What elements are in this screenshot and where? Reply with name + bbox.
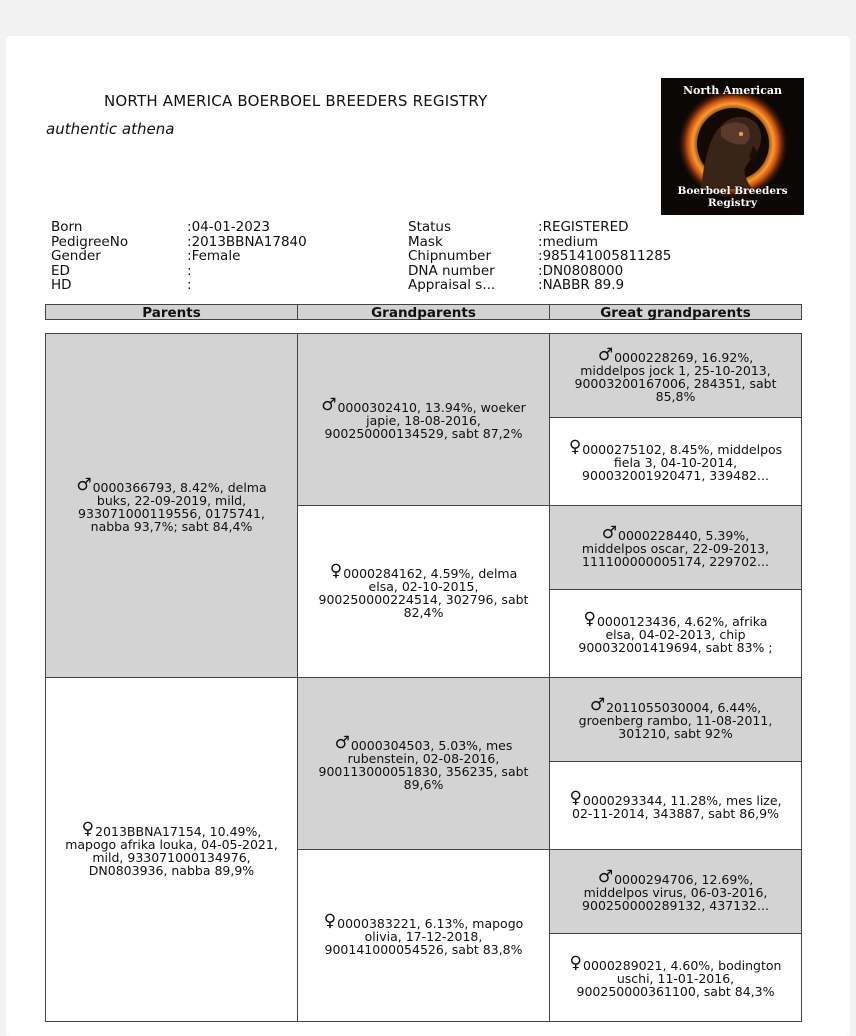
male-icon: ♂ — [76, 474, 92, 495]
info-label: Status — [408, 219, 452, 235]
info-right — [408, 220, 671, 293]
male-icon: ♂ — [334, 732, 350, 753]
info-mask — [408, 235, 671, 250]
info-label: Mask — [408, 233, 443, 250]
male-icon: ♂ — [589, 695, 606, 715]
great-grandparent-cell — [549, 677, 802, 762]
female-icon: ♀ — [583, 609, 596, 629]
great-grandparent-cell — [549, 417, 802, 506]
info-value: NABBR 89.9 — [542, 277, 625, 293]
logo-top-text: North American — [682, 84, 783, 97]
parent-text: 0000366793, 8.42%, delma buks, 22-09-2019, mild, 933071000119556, 0175741, nabba 93,7%; sabt 84,4% — [78, 479, 267, 534]
female-icon: ♀ — [329, 560, 343, 581]
info-dna-number — [408, 264, 671, 279]
great-grandparent-cell — [549, 333, 802, 418]
parent-cell-sire — [45, 333, 298, 678]
info-label: PedigreeNo — [51, 233, 129, 250]
info-label: Chipnumber — [408, 248, 491, 264]
info-sep: : — [538, 248, 543, 264]
great-grandparent-text: 0000228269, 16.92%, middelpos jock 1, 25-10-2013, 90003200167006, 284351, sabt 85,8% — [574, 349, 777, 404]
grandparent-cell — [297, 333, 550, 506]
info-sep: : — [187, 233, 192, 250]
great-grandparent-cell — [549, 849, 802, 934]
info-value: Female — [191, 248, 241, 264]
info-label: ED — [51, 262, 70, 279]
info-chipnumber — [408, 249, 671, 264]
dog-name: authentic athena — [46, 120, 175, 138]
great-grandparent-cell — [549, 933, 802, 1022]
info-sep: : — [187, 277, 192, 293]
grandparent-cell — [297, 677, 550, 850]
great-grandparent-text: 0000289021, 4.60%, bodington uschi, 11-01-2016, 900250000361100, sabt 84,3% — [576, 958, 782, 999]
male-icon: ♂ — [597, 344, 614, 365]
great-grandparent-text: 0000275102, 8.45%, middelpos fiela 3, 04-10-2014, 900032001920471, 339482... — [582, 442, 783, 483]
info-sep: : — [187, 262, 192, 279]
grandparent-text: 0000302410, 13.94%, woeker japie, 18-08-2016, 900250000134529, sabt 87,2% — [324, 400, 526, 441]
great-grandparent-text: 0000123436, 4.62%, afrika elsa, 04-02-2013, chip 900032001419694, sabt 83% ; — [578, 614, 773, 655]
info-sep: : — [538, 233, 543, 250]
info-left — [51, 220, 307, 293]
info-sep: : — [187, 219, 192, 235]
great-grandparent-text: 0000294706, 12.69%, middelpos virus, 06-03-2016, 900250000289132, 437132... — [582, 872, 769, 913]
registry-title: NORTH AMERICA BOERBOEL BREEDERS REGISTRY — [104, 92, 488, 110]
info-gender — [51, 249, 307, 264]
female-icon: ♀ — [569, 787, 582, 808]
great-grandparent-cell — [549, 505, 802, 590]
info-label: HD — [51, 277, 72, 293]
info-label: Born — [51, 219, 83, 235]
female-icon: ♀ — [568, 437, 582, 457]
header-parents: Parents — [45, 304, 298, 320]
info-sep: : — [538, 262, 543, 279]
grandparent-text: 0000383221, 6.13%, mapogo olivia, 17-12-2018, 900141000054526, sabt 83,8% — [324, 916, 524, 957]
great-grandparent-cell — [549, 761, 802, 850]
male-icon: ♂ — [321, 395, 337, 415]
parent-cell-dam — [45, 677, 298, 1022]
parent-text: 2013BBNA17154, 10.49%, mapogo afrika louka, 04-05-2021, mild, 933071000134976, DN0803936, nabba 89,9% — [65, 823, 278, 878]
grandparent-cell — [297, 849, 550, 1022]
info-pedigree-no — [51, 235, 307, 250]
info-value: medium — [542, 233, 599, 250]
info-value: REGISTERED — [542, 219, 629, 235]
info-hd — [51, 278, 307, 293]
female-icon: ♀ — [569, 953, 582, 973]
grandparent-text: 0000304503, 5.03%, mes rubenstein, 02-08-2016, 900113000051830, 356235, sabt 89,6% — [318, 737, 529, 792]
grandparent-text: 0000284162, 4.59%, delma elsa, 02-10-2015, 900250000224514, 302796, sabt 82,4% — [318, 565, 529, 620]
info-born — [51, 220, 307, 235]
info-value: 2013BBNA17840 — [191, 233, 307, 250]
info-status — [408, 220, 671, 235]
info-value: DN0808000 — [542, 262, 624, 279]
female-icon: ♀ — [81, 818, 95, 839]
header-grandparents: Grandparents — [297, 304, 550, 320]
info-value: 04-01-2023 — [191, 219, 271, 235]
great-grandparent-text: 0000293344, 11.28%, mes lize, 02-11-2014, 343887, sabt 86,9% — [572, 792, 782, 821]
info-appraisal — [408, 278, 671, 293]
great-grandparent-text: 2011055030004, 6.44%, groenberg rambo, 11-08-2011, 301210, sabt 92% — [578, 700, 773, 741]
info-label: Appraisal s... — [408, 277, 496, 293]
info-sep: : — [538, 277, 543, 293]
logo-bottom-text: Boerboel Breeders Registry — [677, 185, 788, 209]
female-icon: ♀ — [323, 911, 337, 931]
great-grandparent-cell — [549, 589, 802, 678]
great-grandparent-text: 0000228440, 5.39%, middelpos oscar, 22-09-2013, 111100000005174, 229702... — [581, 528, 770, 569]
info-label: DNA number — [408, 262, 495, 279]
info-ed — [51, 264, 307, 279]
registry-logo — [661, 78, 804, 215]
grandparent-cell — [297, 505, 550, 678]
male-icon: ♂ — [601, 523, 618, 543]
header-great-grandparents: Great grandparents — [549, 304, 802, 320]
male-icon: ♂ — [597, 867, 614, 887]
info-sep: : — [538, 219, 543, 235]
info-sep: : — [187, 248, 192, 264]
info-value: 985141005811285 — [542, 248, 672, 264]
info-label: Gender — [51, 248, 101, 264]
